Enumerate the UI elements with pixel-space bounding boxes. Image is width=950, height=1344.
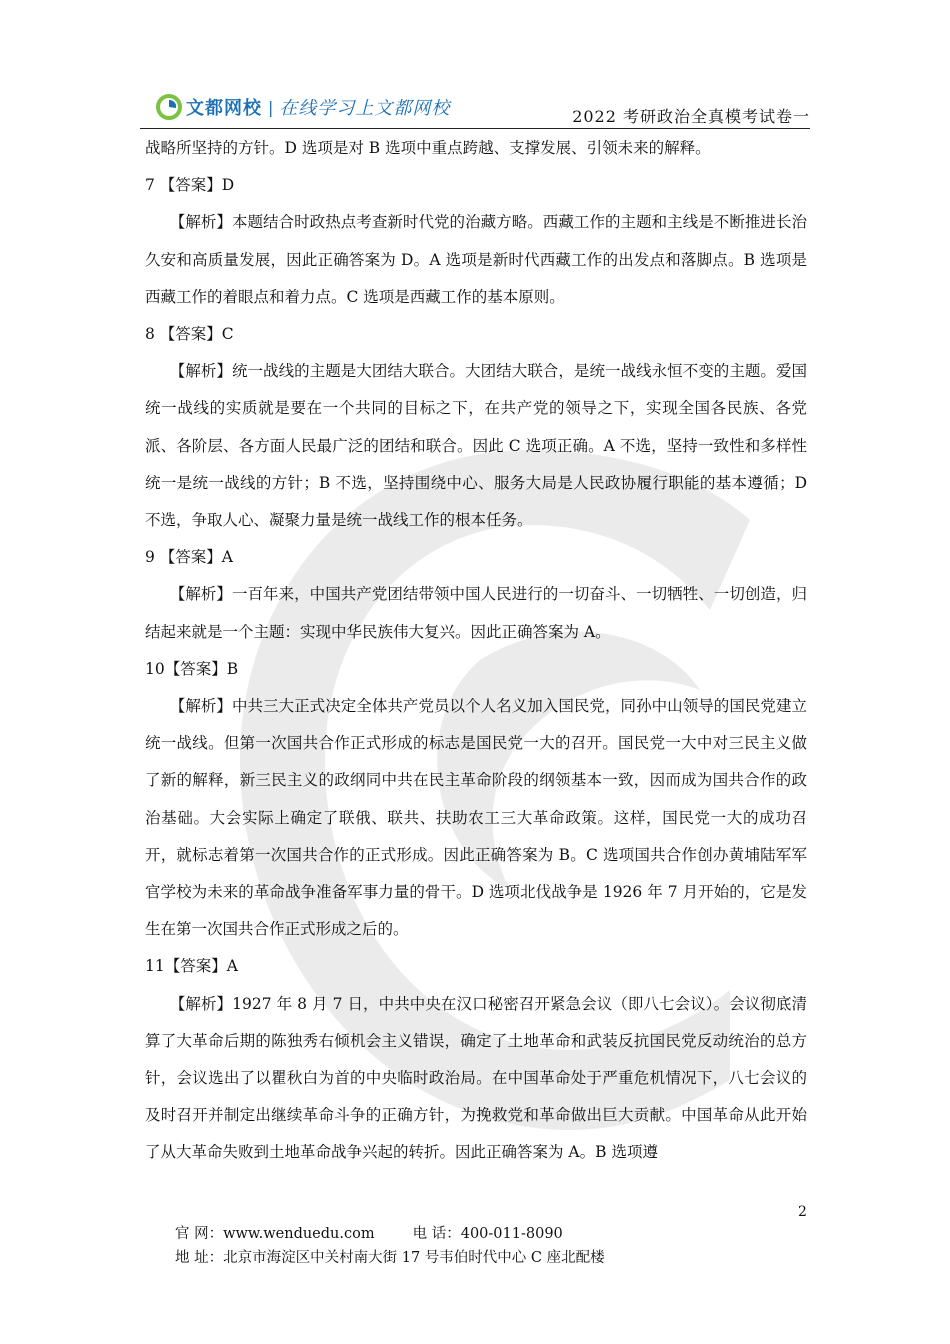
brand-logo (156, 94, 450, 120)
explanation-8: 【解析】统一战线的主题是大团结大联合。大团结大联合，是统一战线永恒不变的主题。爱国统一战线的实质就是要在一个共同的目标之下，在共产党的领导之下，实现全国各民族、各党派、各阶层、各方面人民最广泛的团结和联合。因此 C 选项正确。A 不选，坚持一致性和多样性统一是统一战线的方针；B 不选，坚持围绕中心、服务大局是人民政协履行职能的基本遵循；D 不选，争取人心、凝聚力量是统一战线工作的根本任务。 (145, 362, 807, 530)
explanation-10: 【解析】中共三大正式决定全体共产党员以个人名义加入国民党，同孙中山领导的国民党建立统一战线。但第一次国共合作正式形成的标志是国民党一大的召开。国民党一大中对三民主义做了新的解释，新三民主义的政纲同中共在民主革命阶段的纲领基本一致，因而成为国共合作的政治基础。大会实际上确定了联俄、联共、扶助农工三大革命政策。这样，国民党一大的成功召开，就标志着第一次国共合作的正式形成。因此正确答案为 B。C 选项国共合作创办黄埔陆军军官学校为未来的革命战争准备军事力量的骨干。D 选项北伐战争是 1926 年 7 月开始的，它是发生在第一次国共合作正式形成之后的。 (145, 697, 807, 939)
address-text: 北京市海淀区中关村南大街 17 号韦伯时代中心 C 座北配楼 (223, 1250, 605, 1266)
explanation-7: 【解析】本题结合时政热点考查新时代党的治藏方略。西藏工作的主题和主线是不断推进长治久安和高质量发展，因此正确答案为 D。A 选项是新时代西藏工作的出发点和落脚点。B 选项是西藏工作的着眼点和着力点。C 选项是西藏工作的基本原则。 (145, 213, 807, 306)
phone-label: 电 话： (412, 1226, 461, 1242)
brand-name: 文都网校 (186, 98, 262, 119)
phone-number: 400-011-8090 (460, 1226, 563, 1242)
page-header (140, 92, 810, 129)
page-number: 2 (798, 1204, 807, 1220)
footer-address-row (175, 1246, 605, 1270)
answer-line-7: 7 【答案】D (145, 176, 235, 195)
wendu-logo-icon (156, 94, 182, 120)
website-link[interactable]: www.wenduedu.com (223, 1226, 375, 1242)
explanation-11: 【解析】1927 年 8 月 7 日，中共中央在汉口秘密召开紧急会议（即八七会议）。会议彻底清算了大革命后期的陈独秀右倾机会主义错误，确定了土地革命和武装反抗国民党反动统治的总方针，会议选出了以瞿秋白为首的中央临时政治局。在中国革命处于严重危机情况下，八七会议的及时召开并制定出继续革命斗争的正确方针，为挽救党和革命做出巨大贡献。中国革命从此开始了从大革命失败到土地革命战争兴起的转折。因此正确答案为 A。B 选项遵 (145, 994, 807, 1162)
website-label: 官 网： (175, 1226, 224, 1242)
brand-separator: | (268, 97, 274, 117)
answer-line-10: 10【答案】B (145, 659, 239, 678)
page-footer (175, 1222, 605, 1270)
answer-line-8: 8 【答案】C (145, 325, 234, 344)
document-title: 2022 考研政治全真模考试卷一 (572, 107, 810, 126)
footer-contact-row (175, 1222, 605, 1246)
answer-content (145, 130, 807, 1172)
explanation-9: 【解析】一百年来，中国共产党团结带领中国人民进行的一切奋斗、一切牺牲、一切创造，归结起来就是一个主题：实现中华民族伟大复兴。因此正确答案为 A。 (145, 585, 807, 641)
address-label: 地 址： (175, 1250, 224, 1266)
paragraph-continuation: 战略所坚持的方针。D 选项是对 B 选项中重点跨越、支撑发展、引领未来的解释。 (145, 139, 711, 157)
answer-line-9: 9 【答案】A (145, 548, 233, 567)
answer-line-11: 11【答案】A (145, 957, 238, 976)
brand-slogan: 在线学习上文都网校 (279, 98, 451, 119)
